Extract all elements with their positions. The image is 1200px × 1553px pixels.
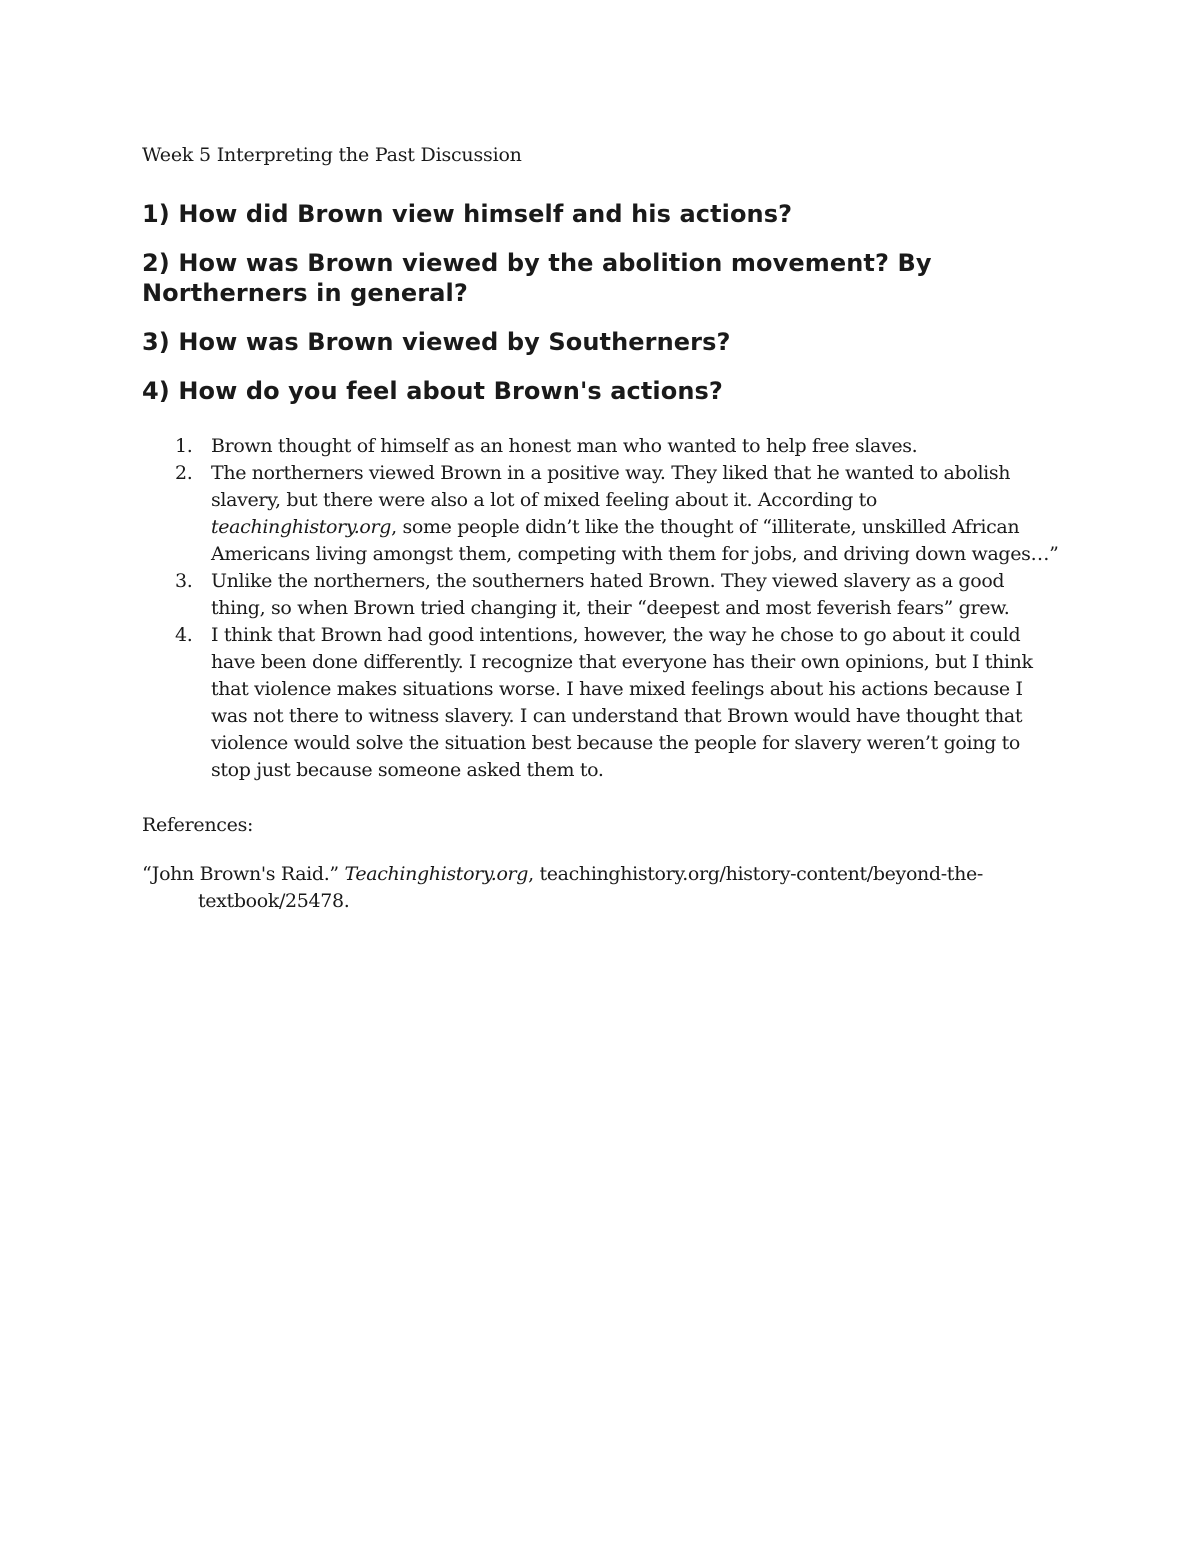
answer-source-italic: teachinghistory.org [211,516,392,538]
answer-item-4 [142,622,1062,784]
question-1: 1) How did Brown view himself and his actions? [142,200,793,228]
answer-list [142,433,1062,784]
answer-text-1: Brown thought of himself as an honest man who wanted to help free slaves. [211,435,918,457]
answer-item-1 [142,433,1062,460]
document-title: Week 5 Interpreting the Past Discussion [142,144,522,166]
answer-text-3: Unlike the northerners, the southerners hated Brown. They viewed slavery as a good thing, so when Brown tried changing it, their “deepest and most feverish fears” grew. [211,570,1010,619]
answer-number-2: 2. [175,462,193,484]
references-label: References: [142,814,254,836]
citation-url: , teachinghistory.org/history-content/beyond-the-textbook/25478. [198,863,983,912]
question-list [142,199,1062,406]
question-3: 3) How was Brown viewed by Southerners? [142,328,731,356]
question-2: 2) How was Brown viewed by the abolition movement? By Northerners in general? [142,249,932,307]
answer-number-1: 1. [175,435,193,457]
citation-site: Teachinghistory.org [344,863,529,885]
reference-citation [142,861,1062,915]
answer-number-4: 4. [175,624,193,646]
answer-text-2-after: , some people didn’t like the thought of “illiterate, unskilled African Americans living amongst them, competing with them for jobs, and driving down wages…” [211,516,1059,565]
answer-text-2-before: The northerners viewed Brown in a positive way. They liked that he wanted to abolish slavery, but there were also a lot of mixed feeling about it. According to [211,462,1011,511]
answer-text-4: I think that Brown had good intentions, however, the way he chose to go about it could have been done differently. I recognize that everyone has their own opinions, but I think that violence makes situations worse. I have mixed feelings about his actions because I was not there to witness slavery. I can understand that Brown would have thought that violence would solve the situation best because the people for slavery weren’t going to stop just because someone asked them to. [211,624,1033,781]
answer-number-3: 3. [175,570,193,592]
answer-item-3 [142,568,1062,622]
question-4: 4) How do you feel about Brown's actions? [142,377,723,405]
answer-item-2 [142,460,1062,568]
citation-title: “John Brown's Raid.” [142,863,345,885]
document-page [142,141,1062,915]
